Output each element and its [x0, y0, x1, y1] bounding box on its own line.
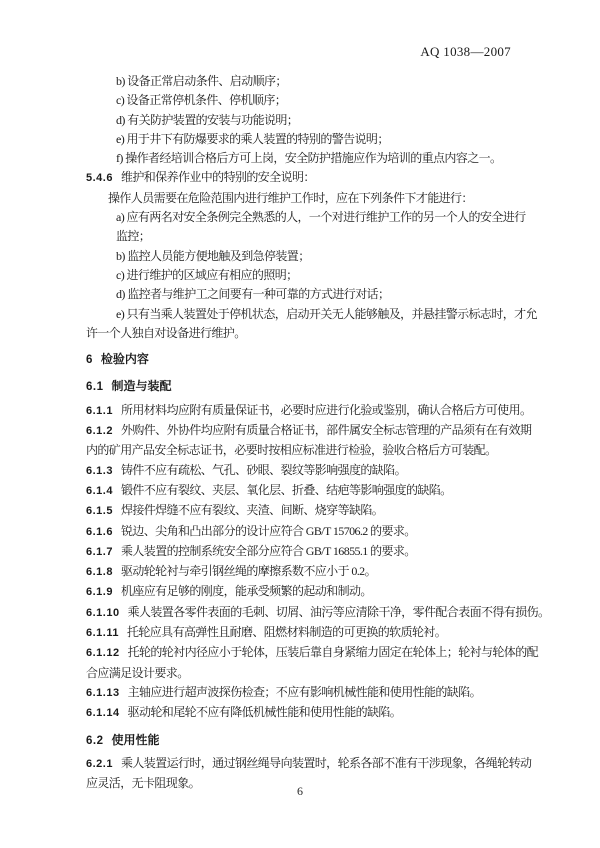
clause-number: 6.1.4	[86, 484, 113, 497]
clause-6-1-11	[86, 623, 516, 643]
line-text: 乘人装置各零件表面的毛刺、切屑、油污等应清除干净，零件配合表面不得有损伤。	[127, 604, 550, 619]
list-item-c	[86, 91, 516, 110]
line-text: e) 只有当乘人装置处于停机状态，启动开关无人能够触及，并悬挂警示标志时，才允	[116, 306, 537, 321]
clause-number: 6.1.10	[86, 606, 120, 619]
line-text: 操作人员需要在危险范围内进行维护工作时，应在下列条件下才能进行：	[108, 190, 473, 205]
line-text: 锐边、尖角和凸出部分的设计应符合 GB/T 15706.2 的要求。	[120, 523, 416, 538]
clause-6-1-12	[86, 643, 538, 663]
clause-6-1-10	[86, 603, 550, 623]
clause-number: 6.1.6	[86, 525, 113, 538]
line-text: d) 有关防护装置的安装与功能说明；	[116, 112, 299, 127]
list-item-e2-cont	[86, 324, 516, 343]
line-text: 许一个人独自对设备进行维护。	[86, 325, 246, 340]
line-text: 合应满足设计要求。	[86, 665, 189, 680]
clause-number: 6.1.8	[86, 566, 113, 579]
clause-number: 6.1.5	[86, 505, 113, 518]
heading-text: 制造与装配	[111, 379, 172, 394]
line-text: e) 用于井下有防爆要求的乘人装置的特别的警告说明；	[116, 131, 389, 146]
heading-text: 使用性能	[111, 732, 160, 747]
line-text: a) 应有两名对安全条例完全熟悉的人，一个对进行维护工作的另一个人的安全进行	[116, 210, 526, 225]
clause-6-1-6	[86, 522, 516, 542]
clause-6-1-3	[86, 461, 516, 481]
clause-number: 6.1.11	[86, 627, 119, 640]
list-item-a-cont	[86, 227, 516, 246]
list-item-e2	[86, 305, 537, 324]
clause-6-1-7	[86, 542, 516, 562]
clause-number: 6.1.2	[86, 425, 113, 438]
document-body	[86, 72, 550, 793]
clause-number: 6.1.14	[86, 707, 120, 720]
line-text: b) 设备正常启动条件、启动顺序；	[116, 74, 287, 88]
line-text: 锻件不应有裂纹、夹层、氧化层、折叠、结疤等影响强度的缺陷。	[120, 482, 452, 497]
line-text: 监控；	[116, 229, 151, 244]
clause-number: 6.1.7	[86, 545, 113, 558]
line-text: 焊接件焊缝不应有裂纹、夹渣、间断、烧穿等缺陷。	[120, 503, 384, 518]
clause-number: 6.1.3	[86, 464, 113, 477]
line-text: 乘人装置运行时，通过钢丝绳导向装置时，轮系各部不准有干涉现象，各绳轮转动	[120, 755, 532, 770]
line-text: 铸件不应有疏松、气孔、砂眼、裂纹等影响强度的缺陷。	[120, 462, 406, 477]
list-item-d	[86, 111, 516, 130]
list-item-d2	[86, 285, 516, 304]
heading-6	[86, 350, 516, 370]
line-text: 机座应有足够的刚度，能承受频繁的起动和制动。	[120, 584, 372, 599]
list-item-c2	[86, 266, 516, 285]
clause-number: 6.1.13	[86, 686, 120, 699]
heading-text: 检验内容	[100, 352, 149, 367]
list-item-b	[86, 72, 516, 91]
line-text: 托轮的轮衬内径应小于轮体，压装后靠自身紧缩力固定在轮体上；轮衬与轮体的配	[127, 645, 538, 660]
clause-6-1-8	[86, 562, 516, 582]
line-text: 托轮应具有高弹性且耐磨、阻燃材料制造的可更换的软质轮衬。	[126, 625, 447, 640]
line-text: 驱动轮和尾轮不应有降低机械性能和使用性能的缺陷。	[127, 705, 402, 720]
clause-6-2-1	[86, 754, 532, 774]
line-text: b) 监控人员能方便地触及到急停装置；	[116, 248, 310, 263]
clause-6-1-1	[86, 401, 532, 421]
page-number: 6	[297, 784, 303, 798]
clause-6-1-2-cont	[86, 441, 516, 460]
line-text: 内的矿用产品安全标志证书，必要时按相应标准进行检验，验收合格后方可装配。	[86, 443, 497, 458]
line-text: 主轴应进行超声波探伤检查；不应有影响机械性能和使用性能的缺陷。	[127, 684, 481, 699]
clause-6-1-9	[86, 582, 516, 602]
line-text: 乘人装置的控制系统安全部分应符合 GB/T 16855.1 的要求。	[120, 543, 416, 558]
line-text: 外购件、外协件均应附有质量合格证书，部件属安全标志管理的产品须有在有效期	[120, 423, 532, 438]
clause-6-1-4	[86, 481, 516, 501]
clause-number: 6.1.9	[86, 586, 113, 599]
heading-6-1	[86, 377, 516, 397]
clause-6-1-14	[86, 703, 516, 723]
clause-6-1-12-cont	[86, 664, 516, 683]
clause-number: 6.1.12	[86, 647, 120, 660]
line-text: 所用材料均应附有质量保证书，必要时应进行化验或鉴别，确认合格后方可使用。	[120, 402, 532, 417]
line-text: c) 进行维护的区域应有相应的照明；	[116, 267, 298, 282]
clause-6-1-13	[86, 683, 516, 703]
list-item-b2	[86, 247, 516, 266]
clause-number: 5.4.6	[86, 172, 113, 185]
heading-number: 6.1	[86, 381, 104, 394]
line-text: 维护和保养作业中的特别的安全说明：	[120, 170, 315, 185]
heading-number: 6	[86, 354, 93, 367]
paragraph	[86, 189, 516, 208]
heading-6-2	[86, 731, 516, 751]
clause-6-1-2	[86, 421, 532, 441]
line-text: 驱动轮轮衬与牵引钢丝绳的摩擦系数不应小于 0.2。	[120, 564, 376, 579]
clause-5-4-6	[86, 168, 516, 188]
list-item-f	[86, 149, 516, 168]
line-text: 应灵活，无卡阻现象。	[86, 776, 201, 791]
line-text: f) 操作者经培训合格后方可上岗，安全防护措施应作为培训的重点内容之一。	[116, 151, 502, 166]
clause-number: 6.2.1	[86, 757, 113, 770]
list-item-e	[86, 130, 516, 149]
line-text: d) 监控者与维护工之间要有一种可靠的方式进行对话；	[116, 287, 390, 302]
clause-number: 6.1.1	[86, 404, 113, 417]
clause-6-1-5	[86, 501, 516, 521]
list-item-a	[86, 208, 526, 227]
standard-number-header: AQ 1038—2007	[420, 44, 511, 59]
line-text: c) 设备正常停机条件、停机顺序；	[116, 93, 287, 108]
heading-number: 6.2	[86, 734, 104, 747]
